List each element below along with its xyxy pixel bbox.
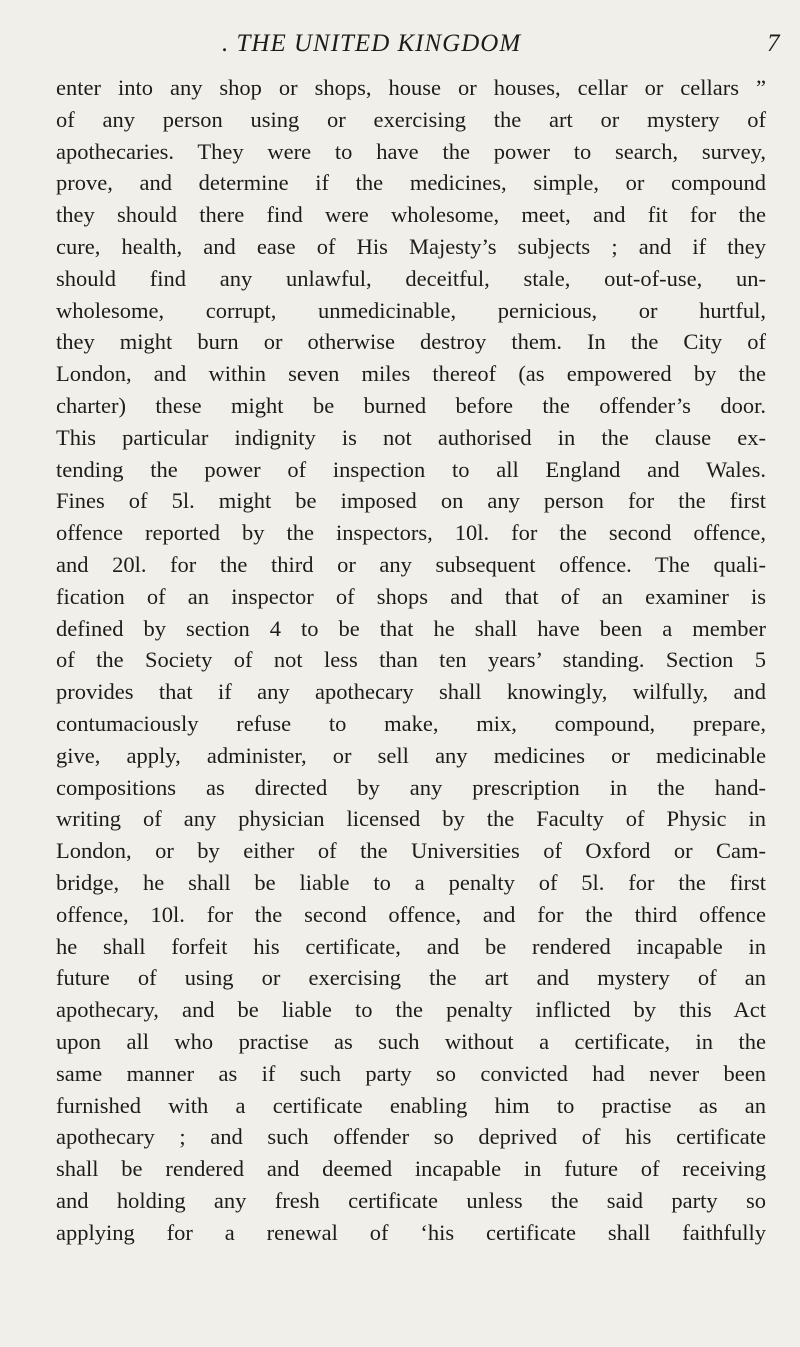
text-line: defined by section 4 to be that he shall have been a member xyxy=(56,615,766,641)
text-line: apothecaries. They were to have the power to search, survey, xyxy=(56,138,766,164)
running-title: . THE UNITED KINGDOM xyxy=(222,30,522,57)
text-line: bridge, he shall be liable to a penalty of 5l. for the first xyxy=(56,869,766,895)
text-line: of any person using or exercising the art or mystery of xyxy=(56,106,766,132)
text-line: and holding any fresh certificate unless the said party so xyxy=(56,1187,766,1213)
text-line: provides that if any apothecary shall knowingly, wilfully, and xyxy=(56,679,766,705)
text-line: should find any unlawful, deceitful, stale, out-of-use, un- xyxy=(56,265,766,291)
text-line: offence reported by the inspectors, 10l. for the second offence, xyxy=(56,520,766,546)
text-line: and 20l. for the third or any subsequent offence. The quali- xyxy=(56,551,766,577)
text-line: writing of any physician licensed by the Faculty of Physic in xyxy=(56,806,766,832)
text-line: they should there find were wholesome, meet, and fit for the xyxy=(56,202,766,228)
text-line: give, apply, administer, or sell any medicines or medicinable xyxy=(56,742,766,768)
text-line: of the Society of not less than ten years’ standing. Section 5 xyxy=(56,647,766,673)
text-line: apothecary, and be liable to the penalty inflicted by this Act xyxy=(56,997,766,1023)
running-head xyxy=(222,30,781,60)
text-line: same manner as if such party so convicted had never been xyxy=(56,1060,766,1086)
text-line: London, or by either of the Universities of Oxford or Cam- xyxy=(56,838,766,864)
text-line: offence, 10l. for the second offence, and for the third offence xyxy=(56,901,766,927)
text-line: prove, and determine if the medicines, simple, or compound xyxy=(56,170,766,196)
text-line: enter into any shop or shops, house or houses, cellar or cellars ” xyxy=(56,75,766,100)
text-line: compositions as directed by any prescription in the hand- xyxy=(56,774,766,800)
text-line: This particular indignity is not authorised in the clause ex- xyxy=(56,424,766,450)
text-line: cure, health, and ease of His Majesty’s subjects ; and if they xyxy=(56,233,766,259)
text-line: future of using or exercising the art and mystery of an xyxy=(56,965,766,991)
text-line: London, and within seven miles thereof (as empowered by the xyxy=(56,361,766,387)
text-line: furnished with a certificate enabling him to practise as an xyxy=(56,1092,766,1118)
text-line: apothecary ; and such offender so deprived of his certificate xyxy=(56,1124,766,1150)
text-line: upon all who practise as such without a certificate, in the xyxy=(56,1028,766,1054)
text-line: fication of an inspector of shops and that of an examiner is xyxy=(56,583,766,609)
text-line: they might burn or otherwise destroy them. In the City of xyxy=(56,329,766,355)
page-number: 7 xyxy=(767,30,781,57)
text-line: tending the power of inspection to all England and Wales. xyxy=(56,456,766,482)
body-text xyxy=(56,72,766,1248)
text-line: wholesome, corrupt, unmedicinable, pernicious, or hurtful, xyxy=(56,297,766,323)
text-line: contumaciously refuse to make, mix, compound, prepare, xyxy=(56,710,766,736)
text-line: he shall forfeit his certificate, and be rendered incapable in xyxy=(56,933,766,959)
text-line: shall be rendered and deemed incapable in future of receiving xyxy=(56,1156,766,1182)
text-line: applying for a renewal of ‘his certificate shall faithfully xyxy=(56,1219,766,1245)
text-line: charter) these might be burned before the offender’s door. xyxy=(56,392,766,418)
text-line: Fines of 5l. might be imposed on any person for the first xyxy=(56,488,766,514)
